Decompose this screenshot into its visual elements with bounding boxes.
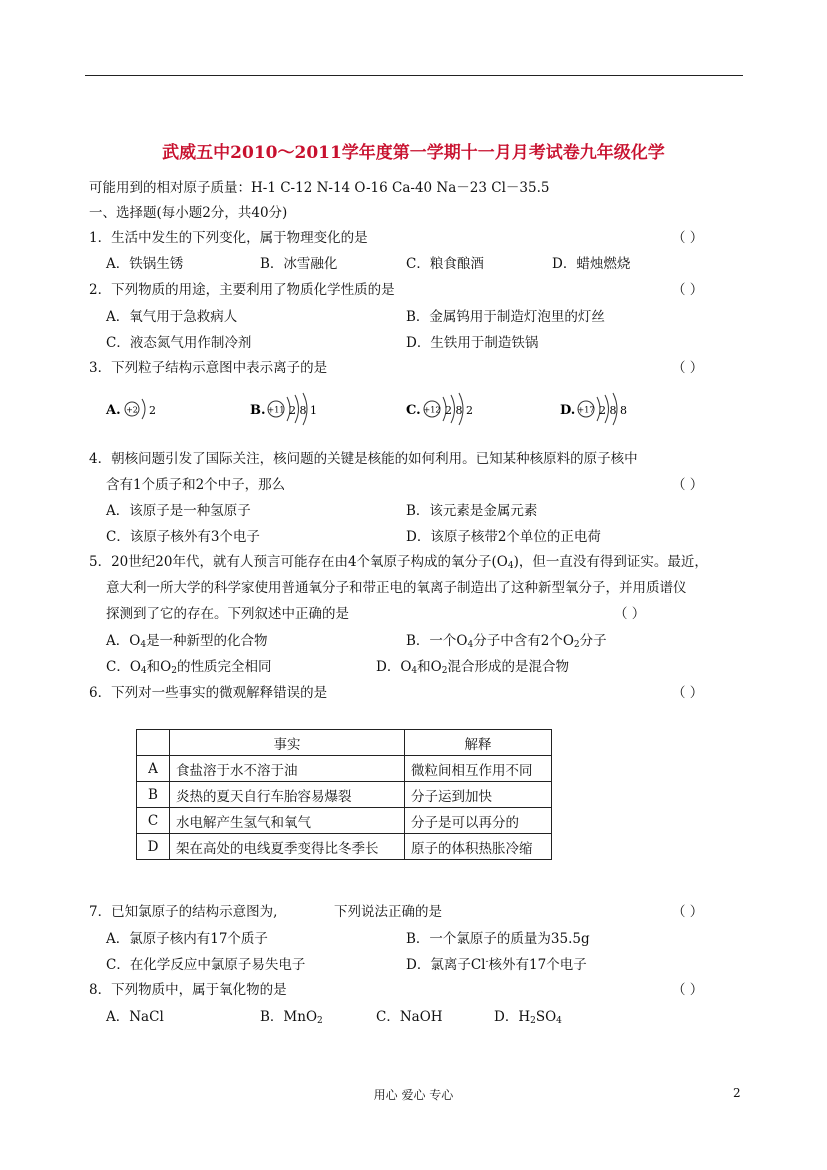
atom-b-letter: B. [250,403,266,418]
table-cell: B [137,782,170,808]
q1-option-a: A．铁锅生锈 [106,256,184,272]
q8-option-b: B．MnO$_2$ [260,1009,323,1026]
q4-option-a: A．该原子是一种氢原子 [106,503,251,519]
q5-option-a: A．$O_4$是一种新型的化合物 [106,633,268,650]
atom-a-letter: A. [106,403,121,418]
q4-answer-bracket: （ ） [672,477,704,493]
q1-option-d: D．蜡烛燃烧 [552,256,631,272]
atom-d-nucleus: +17 [577,405,595,415]
table-cell: 微粒间相互作用不同 [405,756,552,782]
atom-d-shells: 2 8 8 [599,404,627,417]
table-cell: 食盐溶于水不溶于油 [170,756,405,782]
atom-b-nucleus: +11 [267,405,285,415]
q1-answer-bracket: （ ） [672,230,704,246]
facts-table [136,729,552,860]
table-header-cell [137,730,170,756]
q3-stem: 3．下列粒子结构示意图中表示离子的是 [89,360,328,376]
atom-c-nucleus: +12 [423,405,441,415]
atom-diagram-b [250,393,317,425]
q4-stem-line1: 4．朝核问题引发了国际关注，核问题的关键是核能的如何利用。已知某种核原料的原子核中 [89,451,638,467]
atom-diagram-a [105,399,156,419]
q7-answer-bracket: （ ） [672,904,704,920]
table-cell: 原子的体积热胀冷缩 [405,834,552,860]
atom-c-letter: C. [406,403,421,418]
page-title: 武威五中2010～2011学年度第一学期十一月月考试卷九年级化学 [162,143,665,163]
table-row [137,782,552,808]
q4-stem-line2: 含有1个质子和2个中子，那么 [106,477,286,493]
q7-option-d: D．氯离子Cl-核外有17个电子 [406,957,587,973]
table-cell: 架在高处的电线夏季变得比冬季长 [170,834,405,860]
q2-option-d: D．生铁用于制造铁锅 [406,335,539,351]
table-cell: C [137,808,170,834]
q1-option-c: C．粮食酿酒 [406,256,484,272]
q4-option-b: B．该元素是金属元素 [406,503,538,519]
q8-answer-bracket: （ ） [672,982,704,998]
q6-answer-bracket: （ ） [672,685,704,701]
q5-option-c: C．$O_4$和$O_2$的性质完全相同 [106,659,272,676]
q5-option-d: D．$O_4$和$O_2$混合形成的是混合物 [376,659,569,676]
page-footer: 用心 爱心 专心 [373,1088,454,1102]
table-cell: 分子运到加快 [405,782,552,808]
q2-option-c: C．液态氮气用作制冷剂 [106,335,252,351]
atomic-masses: 可能用到的相对原子质量：H-1 C-12 N-14 O-16 Ca-40 Na－23 Cl－35.5 [89,180,550,196]
table-header-cell: 解释 [405,730,552,756]
q8-option-d: D．$H_2SO_4$ [494,1009,562,1026]
q3-answer-bracket: （ ） [672,360,704,376]
q5-option-b: B．一个$O_4$分子中含有2个$O_2$分子 [406,633,607,650]
q6-stem: 6．下列对一些事实的微观解释错误的是 [89,685,328,701]
table-cell: 水电解产生氢气和氧气 [170,808,405,834]
q7-option-c: C．在化学反应中氯原子易失电子 [106,957,306,973]
atom-a-shells: 2 [149,404,156,417]
q8-option-c: C．NaOH [376,1009,443,1025]
q5-stem-line2: 意大利一所大学的科学家使用普通氧分子和带正电的氧离子制造出了这种新型氧分子，并用质谱仪 [106,580,687,596]
atom-diagram-c [406,393,473,425]
table-cell: A [137,756,170,782]
table-cell: D [137,834,170,860]
q7-stem-part2: 下列说法正确的是 [334,904,442,920]
q7-option-a: A．氯原子核内有17个质子 [106,931,268,947]
q8-option-a: A．NaCl [106,1009,164,1025]
q5-answer-bracket: （ ） [614,606,646,622]
atom-a-nucleus: +2 [126,405,138,415]
table-row [137,834,552,860]
q2-option-b: B．金属钨用于制造灯泡里的灯丝 [406,309,605,325]
atom-structure-diagrams [0,392,827,428]
q1-stem: 1．生活中发生的下列变化，属于物理变化的是 [89,230,368,246]
section-heading: 一、选择题(每小题2分，共40分) [89,205,288,221]
header-rule [85,75,743,76]
table-row [137,808,552,834]
q2-option-a: A．氧气用于急救病人 [106,309,238,325]
q7-option-b: B．一个氯原子的质量为35.5g [406,931,590,947]
q8-stem: 8．下列物质中，属于氧化物的是 [89,982,287,998]
page-number: 2 [733,1086,741,1100]
q5-stem-line3: 探测到了它的存在。下列叙述中正确的是 [106,606,349,622]
q2-stem: 2．下列物质的用途，主要利用了物质化学性质的是 [89,282,395,298]
q7-stem-part1: 7．已知氯原子的结构示意图为, [89,904,278,920]
table-row [137,756,552,782]
table-cell: 炎热的夏天自行车胎容易爆裂 [170,782,405,808]
q2-answer-bracket: （ ） [672,282,704,298]
atom-diagram-d [560,393,627,425]
atom-d-letter: D. [560,403,576,418]
table-cell: 分子是可以再分的 [405,808,552,834]
atom-b-shells: 2 8 1 [289,404,317,417]
q4-option-d: D．该原子核带2个单位的正电荷 [406,529,601,545]
q5-stem-line1: 5．20世纪20年代，就有人预言可能存在由4个氧原子构成的氧分子$(O_4)$，但一直没有得到证实。最近， [89,554,708,571]
q4-option-c: C．该原子核外有3个电子 [106,529,260,545]
table-header-cell: 事实 [170,730,405,756]
atom-c-shells: 2 8 2 [445,404,473,417]
table-header-row [137,730,552,756]
q1-option-b: B．冰雪融化 [260,256,338,272]
